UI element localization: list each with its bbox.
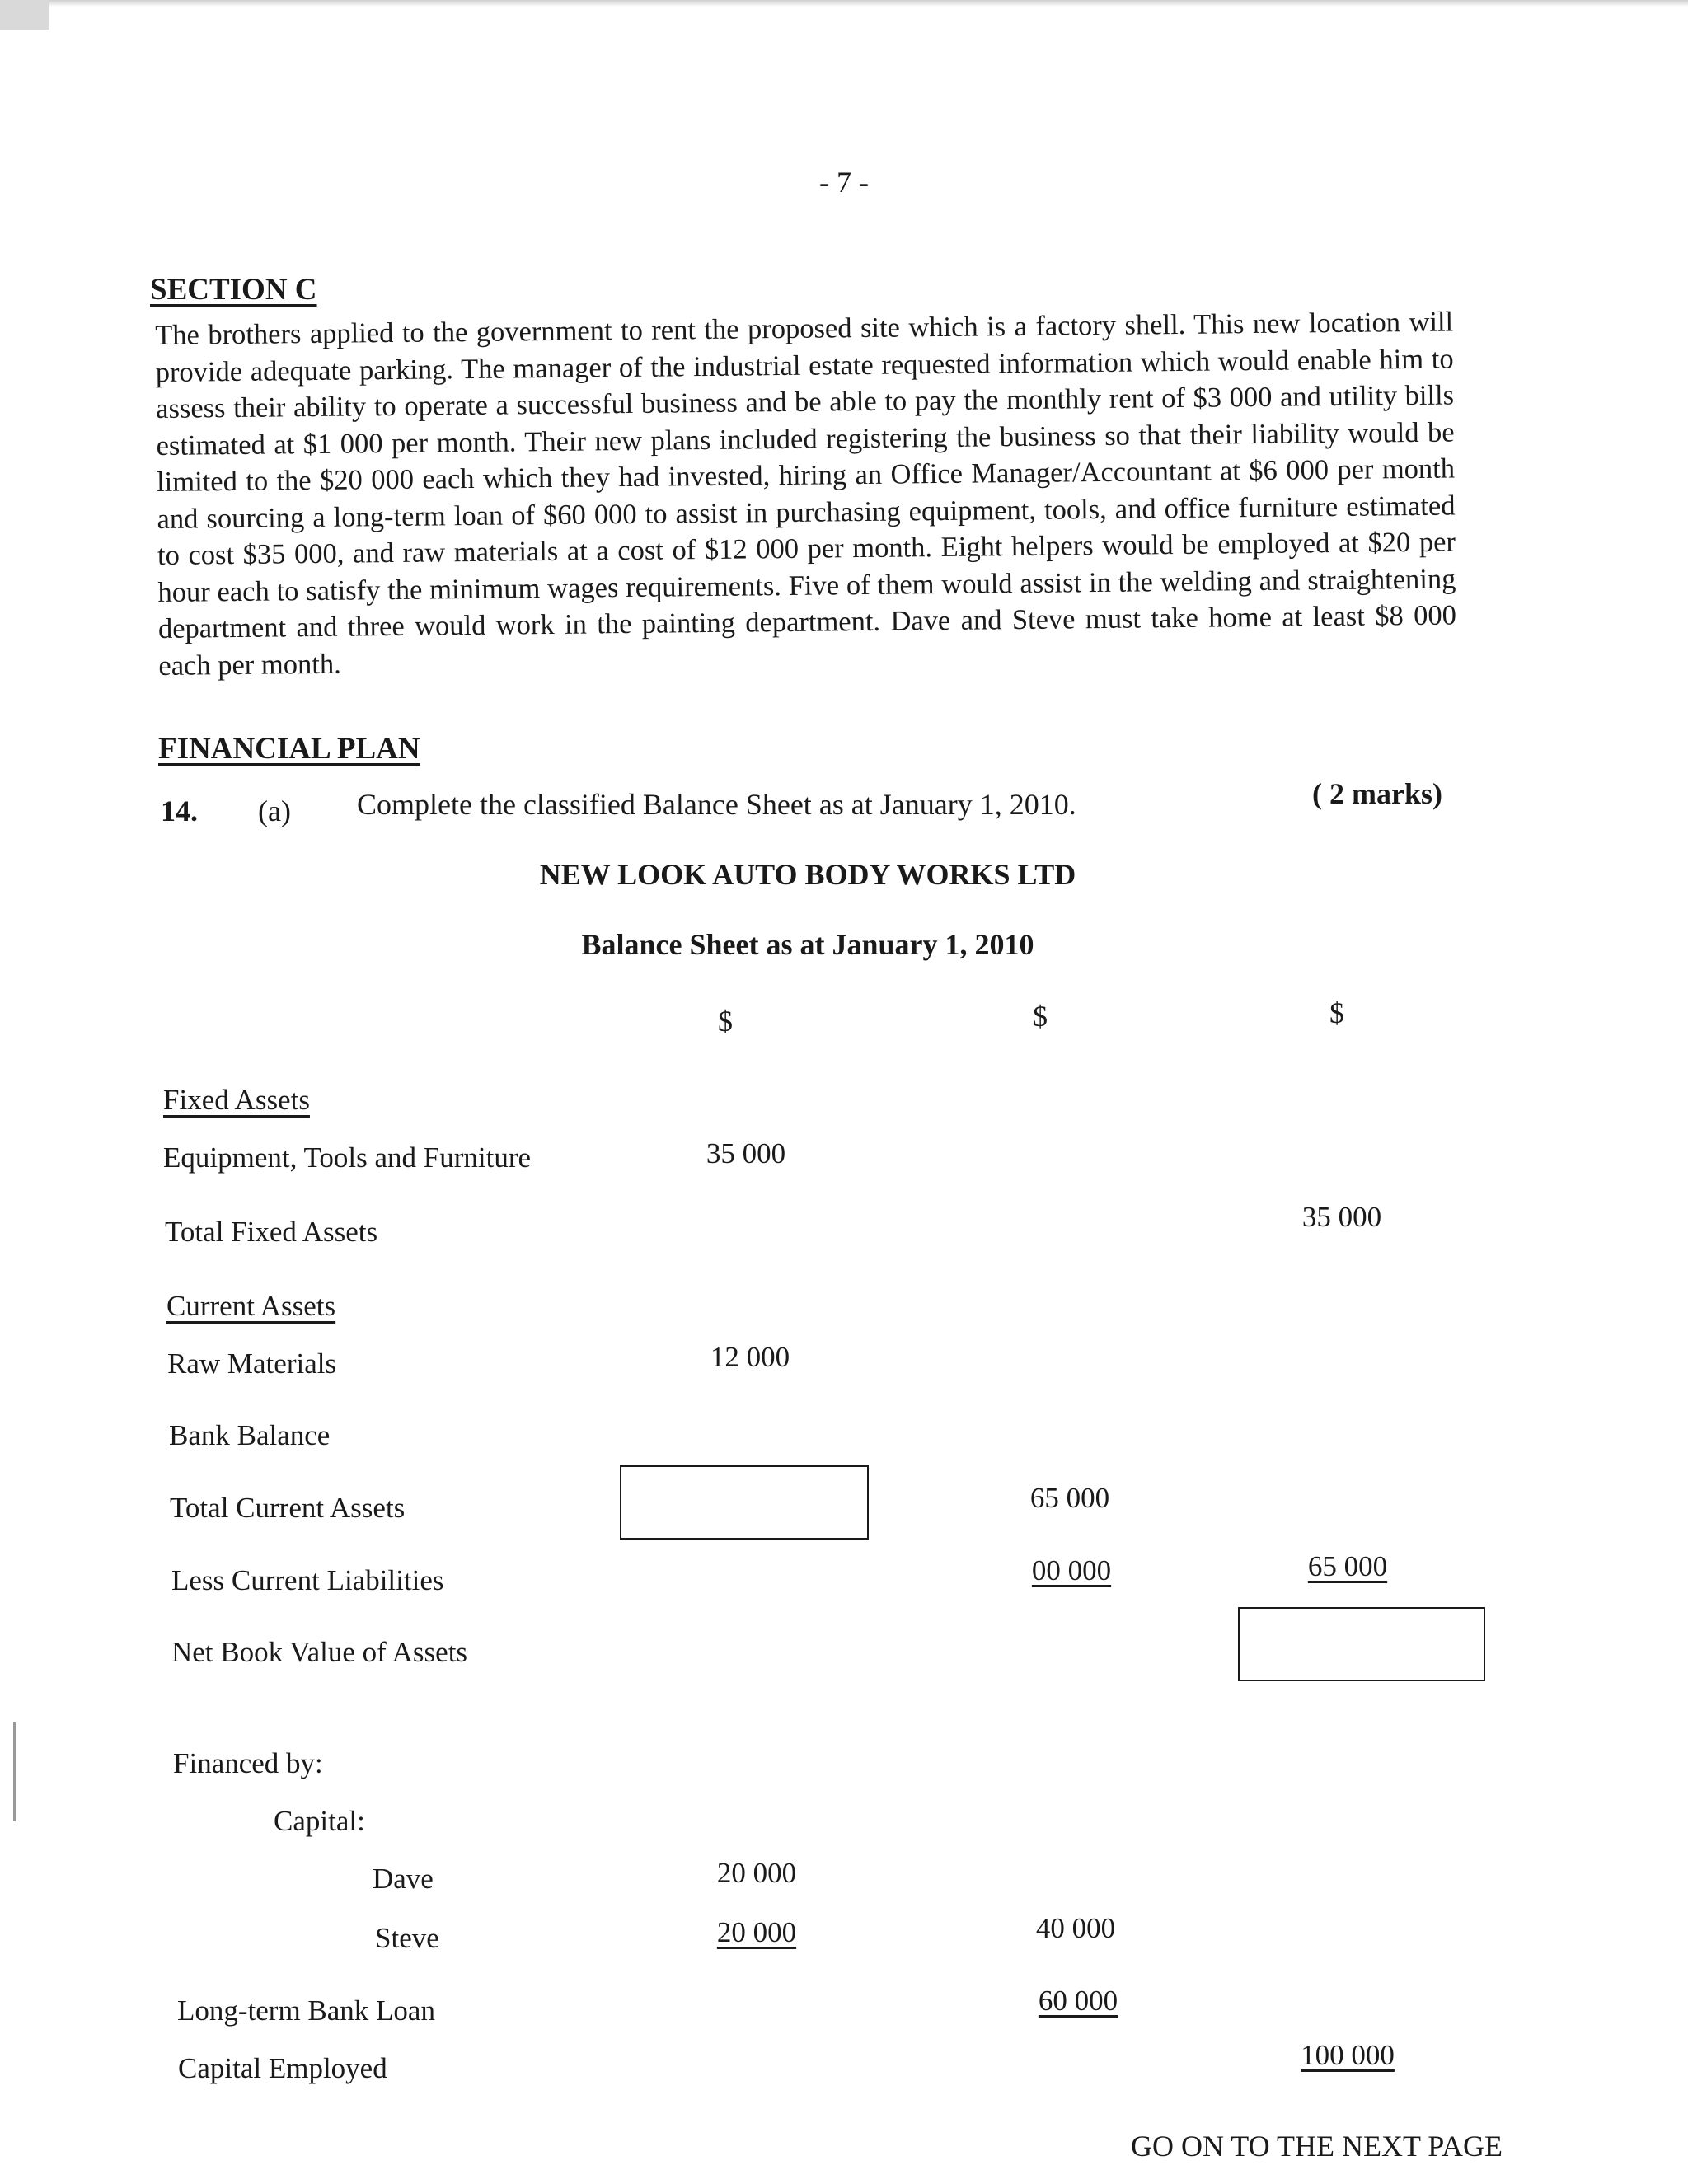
net-book-value-label: Net Book Value of Assets <box>171 1636 468 1668</box>
financed-by-label: Financed by: <box>173 1747 323 1779</box>
less-current-liabilities-label: Less Current Liabilities <box>171 1564 444 1596</box>
page-number: - 7 - <box>819 166 869 199</box>
bank-balance-answer-box[interactable] <box>620 1465 869 1540</box>
working-capital-amount: 65 000 <box>1307 1550 1388 1582</box>
net-book-value-answer-box[interactable] <box>1238 1607 1485 1681</box>
scan-corner-mark <box>0 0 49 30</box>
intro-paragraph: The brothers applied to the government to rent the proposed site which is a factory shell. This new location will provide adequate parking. The manager of the industrial estate requested information which would enable him to assess their ability to operate a successful business and be able to pay the monthly rent of $3 000 and utility bills estimated at $1 000 per month. Their new plans included registering the business so that their liability would be limited to the $20 000 each which they had invested, hiring an Office Manager/Accountant at $6 000 per month and sourcing a long-term loan of $60 000 to assist in purchasing equipment, tools, and office furniture estimated to cost $35 000, and raw materials at a cost of $12 000 per month. Eight helpers would be employed at $20 per hour each to satisfy the minimum wages requirements. Five of them would assist in the welding and straightening department and three would work in the painting department. Dave and Steve must take home at least $8 000 each per month. <box>155 306 1457 682</box>
dave-capital-amount: 20 000 <box>716 1857 797 1889</box>
question-text: Complete the classified Balance Sheet as at January 1, 2010. <box>357 788 1076 821</box>
column-header-1: $ <box>718 1005 733 1038</box>
total-capital-amount: 40 000 <box>1035 1912 1116 1944</box>
total-fixed-assets-label: Total Fixed Assets <box>165 1216 378 1248</box>
balance-sheet-title: Balance Sheet as at January 1, 2010 <box>581 928 1034 961</box>
long-term-loan-amount: 60 000 <box>1038 1985 1118 2017</box>
capital-employed-label: Capital Employed <box>178 2052 387 2084</box>
scan-edge <box>0 0 1688 7</box>
section-heading: SECTION C <box>150 273 317 307</box>
equipment-label: Equipment, Tools and Furniture <box>163 1141 532 1174</box>
capital-employed-amount: 100 000 <box>1301 2039 1395 2071</box>
question-part: (a) <box>258 794 291 827</box>
total-current-assets-amount: 65 000 <box>1029 1482 1110 1514</box>
steve-label: Steve <box>375 1922 439 1954</box>
equipment-amount: 35 000 <box>706 1137 786 1169</box>
page-footer: GO ON TO THE NEXT PAGE <box>1130 2130 1503 2163</box>
capital-label: Capital: <box>274 1805 365 1837</box>
dave-label: Dave <box>373 1863 434 1895</box>
total-current-assets-label: Total Current Assets <box>170 1492 406 1524</box>
bank-balance-label: Bank Balance <box>169 1419 331 1451</box>
question-number: 14. <box>161 794 198 827</box>
margin-mark <box>13 1722 16 1821</box>
less-current-liabilities-amount: 00 000 <box>1031 1554 1112 1586</box>
current-assets-heading: Current Assets <box>166 1290 336 1322</box>
company-name: NEW LOOK AUTO BODY WORKS LTD <box>539 858 1076 891</box>
question-marks: ( 2 marks) <box>1312 777 1442 810</box>
total-fixed-assets-amount: 35 000 <box>1301 1201 1382 1233</box>
financial-plan-heading: FINANCIAL PLAN <box>158 732 420 766</box>
steve-capital-amount: 20 000 <box>716 1916 797 1948</box>
column-header-3: $ <box>1329 996 1344 1029</box>
column-header-2: $ <box>1033 1000 1048 1033</box>
raw-materials-amount: 12 000 <box>710 1341 790 1373</box>
long-term-loan-label: Long-term Bank Loan <box>177 1994 435 2027</box>
fixed-assets-heading: Fixed Assets <box>163 1084 310 1116</box>
raw-materials-label: Raw Materials <box>167 1347 337 1380</box>
